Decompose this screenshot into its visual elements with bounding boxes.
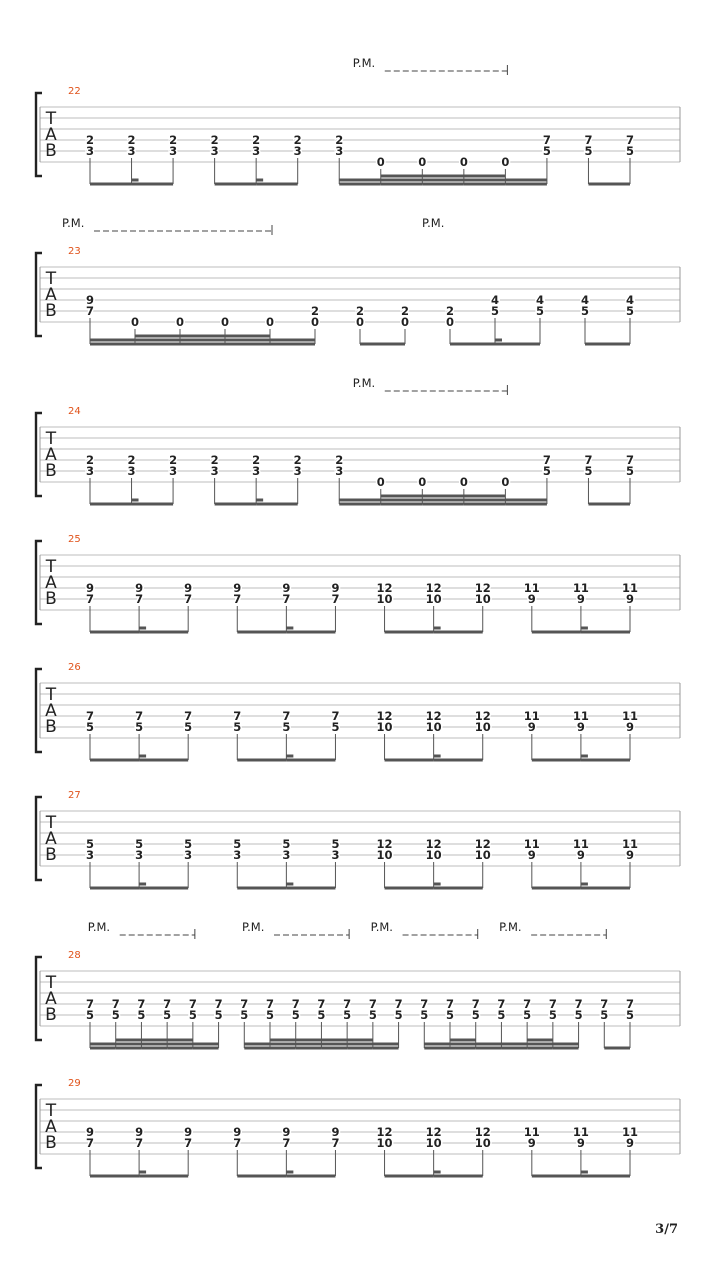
measure-number: 22 — [68, 86, 81, 97]
fret-number: 7 — [282, 1136, 291, 1150]
fret-number: 12 — [474, 709, 491, 723]
fret-number: 5 — [331, 837, 340, 851]
staff-bracket — [36, 1085, 42, 1168]
fret-number: 5 — [214, 1008, 223, 1022]
fret-number: 5 — [574, 1008, 583, 1022]
fret-number: 9 — [135, 581, 144, 595]
fret-number: 11 — [572, 581, 589, 595]
fret-number: 7 — [445, 997, 455, 1011]
fret-number: 5 — [490, 304, 500, 318]
fret-number: 5 — [291, 1008, 300, 1022]
fret-number: 9 — [576, 592, 585, 606]
tab-clef-a: A — [45, 445, 57, 465]
fret-number: 11 — [621, 581, 639, 595]
fret-number: 7 — [282, 592, 291, 606]
fret-number: 9 — [184, 581, 193, 595]
fret-number: 3 — [233, 848, 242, 862]
fret-number: 7 — [343, 997, 352, 1011]
fret-number: 3 — [85, 464, 95, 478]
tab-clef-a: A — [45, 829, 57, 849]
fret-number: 9 — [184, 1125, 193, 1139]
tab-clef-t: T — [45, 813, 57, 833]
fret-number: 3 — [127, 464, 136, 478]
fret-number: 7 — [420, 997, 429, 1011]
fret-number: 0 — [501, 475, 510, 489]
fret-number: 9 — [625, 848, 635, 862]
fret-number: 11 — [572, 1125, 589, 1139]
fret-number: 9 — [527, 848, 536, 862]
fret-number: 3 — [210, 144, 219, 158]
tab-clef-b: B — [45, 461, 57, 481]
fret-number: 5 — [625, 464, 635, 478]
fret-number: 5 — [233, 837, 242, 851]
measure-number: 23 — [68, 246, 81, 257]
fret-number: 5 — [542, 144, 551, 158]
fret-number: 12 — [376, 837, 393, 851]
tab-clef-t: T — [45, 269, 57, 289]
palm-mute-label: P.M. — [62, 216, 85, 230]
fret-number: 9 — [576, 1136, 585, 1150]
fret-number: 7 — [542, 133, 551, 147]
fret-number: 3 — [184, 848, 193, 862]
fret-number: 4 — [625, 293, 635, 307]
fret-number: 7 — [394, 997, 403, 1011]
fret-number: 10 — [425, 592, 442, 606]
fret-number: 7 — [214, 997, 223, 1011]
fret-number: 7 — [85, 997, 95, 1011]
fret-number: 12 — [425, 709, 442, 723]
fret-number: 7 — [584, 133, 593, 147]
fret-number: 2 — [210, 453, 219, 467]
fret-number: 9 — [625, 720, 635, 734]
fret-number: 7 — [625, 453, 635, 467]
palm-mute-label: P.M. — [370, 920, 393, 934]
fret-number: 5 — [137, 1008, 146, 1022]
palm-mute-label: P.M. — [352, 376, 376, 390]
fret-number: 5 — [85, 837, 95, 851]
fret-number: 7 — [291, 997, 300, 1011]
fret-number: 7 — [135, 592, 144, 606]
fret-number: 0 — [220, 315, 230, 329]
fret-number: 9 — [233, 1125, 242, 1139]
fret-number: 7 — [233, 1136, 242, 1150]
fret-number: 7 — [471, 997, 480, 1011]
fret-number: 10 — [376, 592, 393, 606]
tab-clef-t: T — [45, 429, 57, 449]
palm-mute-label: P.M. — [352, 56, 376, 70]
fret-number: 0 — [400, 315, 410, 329]
fret-number: 10 — [425, 720, 442, 734]
fret-number: 7 — [497, 997, 506, 1011]
fret-number: 9 — [282, 581, 291, 595]
fret-number: 2 — [252, 133, 261, 147]
tab-clef-a: A — [45, 989, 57, 1009]
fret-number: 0 — [376, 475, 385, 489]
fret-number: 5 — [542, 464, 551, 478]
fret-number: 12 — [425, 581, 442, 595]
fret-number: 9 — [625, 592, 635, 606]
fret-number: 5 — [188, 1008, 197, 1022]
fret-number: 12 — [425, 1125, 442, 1139]
fret-number: 7 — [574, 997, 583, 1011]
fret-number: 5 — [368, 1008, 377, 1022]
fret-number: 0 — [418, 475, 427, 489]
fret-number: 2 — [335, 453, 344, 467]
fret-number: 2 — [85, 133, 95, 147]
fret-number: 5 — [548, 1008, 557, 1022]
fret-number: 5 — [625, 144, 635, 158]
fret-number: 9 — [576, 720, 585, 734]
fret-number: 7 — [184, 1136, 193, 1150]
measure-number: 24 — [68, 406, 81, 417]
fret-number: 7 — [233, 709, 242, 723]
tab-clef-a: A — [45, 701, 57, 721]
fret-number: 7 — [184, 592, 193, 606]
fret-number: 9 — [85, 293, 95, 307]
fret-number: 9 — [331, 581, 340, 595]
staff-bracket — [36, 669, 42, 752]
fret-number: 5 — [233, 720, 242, 734]
fret-number: 3 — [282, 848, 291, 862]
staff-bracket — [36, 93, 42, 176]
fret-number: 5 — [184, 837, 193, 851]
fret-number: 5 — [265, 1008, 275, 1022]
tab-clef-t: T — [45, 685, 57, 705]
fret-number: 0 — [175, 315, 185, 329]
fret-number: 11 — [572, 837, 589, 851]
fret-number: 0 — [265, 315, 275, 329]
fret-number: 5 — [85, 1008, 95, 1022]
fret-number: 0 — [501, 155, 510, 169]
palm-mute-label: P.M. — [422, 216, 445, 230]
fret-number: 12 — [376, 709, 393, 723]
fret-number: 0 — [459, 475, 468, 489]
fret-number: 11 — [572, 709, 589, 723]
fret-number: 11 — [523, 581, 540, 595]
fret-number: 7 — [85, 1136, 95, 1150]
fret-number: 7 — [240, 997, 249, 1011]
fret-number: 3 — [293, 144, 302, 158]
fret-number: 7 — [625, 133, 635, 147]
fret-number: 10 — [376, 1136, 393, 1150]
staff-bracket — [36, 797, 42, 880]
fret-number: 2 — [85, 453, 95, 467]
fret-number: 0 — [459, 155, 468, 169]
fret-number: 3 — [335, 144, 344, 158]
fret-number: 3 — [210, 464, 219, 478]
fret-number: 10 — [474, 1136, 491, 1150]
fret-number: 9 — [527, 592, 536, 606]
tab-clef-a: A — [45, 125, 57, 145]
fret-number: 9 — [135, 1125, 144, 1139]
tab-clef-a: A — [45, 573, 57, 593]
fret-number: 5 — [317, 1008, 326, 1022]
staff-bracket — [36, 541, 42, 624]
tab-clef-t: T — [45, 973, 57, 993]
palm-mute-label: P.M. — [242, 920, 265, 934]
fret-number: 3 — [169, 464, 178, 478]
fret-number: 11 — [621, 709, 639, 723]
fret-number: 5 — [184, 720, 193, 734]
fret-number: 5 — [331, 720, 340, 734]
fret-number: 7 — [265, 997, 275, 1011]
fret-number: 5 — [163, 1008, 172, 1022]
fret-number: 7 — [331, 709, 340, 723]
fret-number: 7 — [85, 709, 95, 723]
fret-number: 5 — [584, 464, 593, 478]
fret-number: 7 — [188, 997, 197, 1011]
fret-number: 7 — [548, 997, 557, 1011]
staff-bracket — [36, 253, 42, 336]
fret-number: 7 — [111, 997, 120, 1011]
fret-number: 10 — [376, 848, 393, 862]
fret-number: 10 — [474, 848, 491, 862]
tab-clef-b: B — [45, 717, 57, 737]
fret-number: 7 — [523, 997, 532, 1011]
fret-number: 0 — [355, 315, 365, 329]
fret-number: 3 — [127, 144, 136, 158]
fret-number: 7 — [331, 1136, 340, 1150]
fret-number: 2 — [252, 453, 261, 467]
fret-number: 3 — [135, 848, 144, 862]
fret-number: 2 — [293, 453, 302, 467]
fret-number: 2 — [127, 133, 136, 147]
fret-number: 3 — [85, 848, 95, 862]
fret-number: 7 — [233, 592, 242, 606]
fret-number: 12 — [376, 581, 393, 595]
fret-number: 11 — [523, 709, 540, 723]
fret-number: 3 — [252, 144, 261, 158]
fret-number: 2 — [445, 304, 455, 318]
fret-number: 3 — [293, 464, 302, 478]
fret-number: 7 — [184, 709, 193, 723]
fret-number: 10 — [376, 720, 393, 734]
fret-number: 4 — [490, 293, 500, 307]
fret-number: 7 — [135, 709, 144, 723]
fret-number: 5 — [135, 837, 144, 851]
fret-number: 7 — [137, 997, 146, 1011]
staff-bracket — [36, 413, 42, 496]
fret-number: 11 — [621, 1125, 639, 1139]
fret-number: 5 — [625, 304, 635, 318]
fret-number: 9 — [625, 1136, 635, 1150]
fret-number: 9 — [576, 848, 585, 862]
fret-number: 5 — [535, 304, 545, 318]
fret-number: 3 — [335, 464, 344, 478]
fret-number: 5 — [135, 720, 144, 734]
tab-clef-t: T — [45, 1101, 57, 1121]
fret-number: 7 — [85, 592, 95, 606]
fret-number: 11 — [523, 1125, 540, 1139]
fret-number: 0 — [310, 315, 320, 329]
fret-number: 4 — [580, 293, 590, 307]
fret-number: 10 — [425, 848, 442, 862]
fret-number: 5 — [85, 720, 95, 734]
fret-number: 5 — [394, 1008, 403, 1022]
fret-number: 0 — [445, 315, 455, 329]
tab-clef-t: T — [45, 109, 57, 129]
palm-mute-label: P.M. — [87, 920, 111, 934]
tab-clef-b: B — [45, 1133, 57, 1153]
fret-number: 10 — [425, 1136, 442, 1150]
tab-clef-a: A — [45, 285, 57, 305]
fret-number: 7 — [584, 453, 593, 467]
tab-clef-a: A — [45, 1117, 57, 1137]
tab-clef-b: B — [45, 141, 57, 161]
fret-number: 5 — [580, 304, 590, 318]
fret-number: 3 — [85, 144, 95, 158]
fret-number: 2 — [210, 133, 219, 147]
fret-number: 0 — [130, 315, 140, 329]
fret-number: 9 — [85, 1125, 95, 1139]
measure-number: 26 — [68, 662, 81, 673]
palm-mute-label: P.M. — [499, 920, 522, 934]
fret-number: 9 — [85, 581, 95, 595]
fret-number: 9 — [233, 581, 242, 595]
fret-number: 11 — [621, 837, 639, 851]
fret-number: 12 — [474, 837, 491, 851]
fret-number: 2 — [127, 453, 136, 467]
measure-number: 27 — [68, 790, 81, 801]
tab-clef-b: B — [45, 1005, 57, 1025]
fret-number: 9 — [282, 1125, 291, 1139]
fret-number: 5 — [111, 1008, 120, 1022]
fret-number: 5 — [584, 144, 593, 158]
fret-number: 7 — [317, 997, 326, 1011]
fret-number: 9 — [331, 1125, 340, 1139]
fret-number: 2 — [293, 133, 302, 147]
fret-number: 7 — [85, 304, 95, 318]
fret-number: 11 — [523, 837, 540, 851]
fret-number: 2 — [169, 453, 178, 467]
fret-number: 5 — [625, 1008, 635, 1022]
fret-number: 5 — [240, 1008, 249, 1022]
fret-number: 5 — [343, 1008, 352, 1022]
fret-number: 10 — [474, 720, 491, 734]
fret-number: 5 — [282, 720, 291, 734]
fret-number: 5 — [420, 1008, 429, 1022]
fret-number: 9 — [527, 720, 536, 734]
measure-number: 29 — [68, 1078, 81, 1089]
tab-clef-b: B — [45, 845, 57, 865]
fret-number: 7 — [600, 997, 609, 1011]
fret-number: 5 — [523, 1008, 532, 1022]
measure-number: 25 — [68, 534, 81, 545]
fret-number: 2 — [335, 133, 344, 147]
fret-number: 2 — [400, 304, 410, 318]
fret-number: 2 — [310, 304, 320, 318]
fret-number: 5 — [497, 1008, 506, 1022]
fret-number: 7 — [542, 453, 551, 467]
fret-number: 5 — [282, 837, 291, 851]
fret-number: 10 — [474, 592, 491, 606]
tab-clef-b: B — [45, 301, 57, 321]
fret-number: 5 — [471, 1008, 480, 1022]
tab-clef-b: B — [45, 589, 57, 609]
fret-number: 5 — [600, 1008, 609, 1022]
fret-number: 7 — [368, 997, 377, 1011]
fret-number: 0 — [418, 155, 427, 169]
fret-number: 7 — [331, 592, 340, 606]
fret-number: 7 — [282, 709, 291, 723]
fret-number: 12 — [474, 581, 491, 595]
page-number: 3/7 — [655, 1222, 678, 1237]
tab-clef-t: T — [45, 557, 57, 577]
measure-number: 28 — [68, 950, 81, 961]
fret-number: 12 — [474, 1125, 491, 1139]
staff-bracket — [36, 957, 42, 1040]
fret-number: 3 — [169, 144, 178, 158]
fret-number: 4 — [535, 293, 545, 307]
fret-number: 5 — [445, 1008, 455, 1022]
fret-number: 2 — [169, 133, 178, 147]
fret-number: 3 — [252, 464, 261, 478]
fret-number: 2 — [355, 304, 365, 318]
fret-number: 12 — [376, 1125, 393, 1139]
fret-number: 7 — [625, 997, 635, 1011]
fret-number: 7 — [163, 997, 172, 1011]
fret-number: 12 — [425, 837, 442, 851]
fret-number: 9 — [527, 1136, 536, 1150]
fret-number: 7 — [135, 1136, 144, 1150]
fret-number: 0 — [376, 155, 385, 169]
fret-number: 3 — [331, 848, 340, 862]
